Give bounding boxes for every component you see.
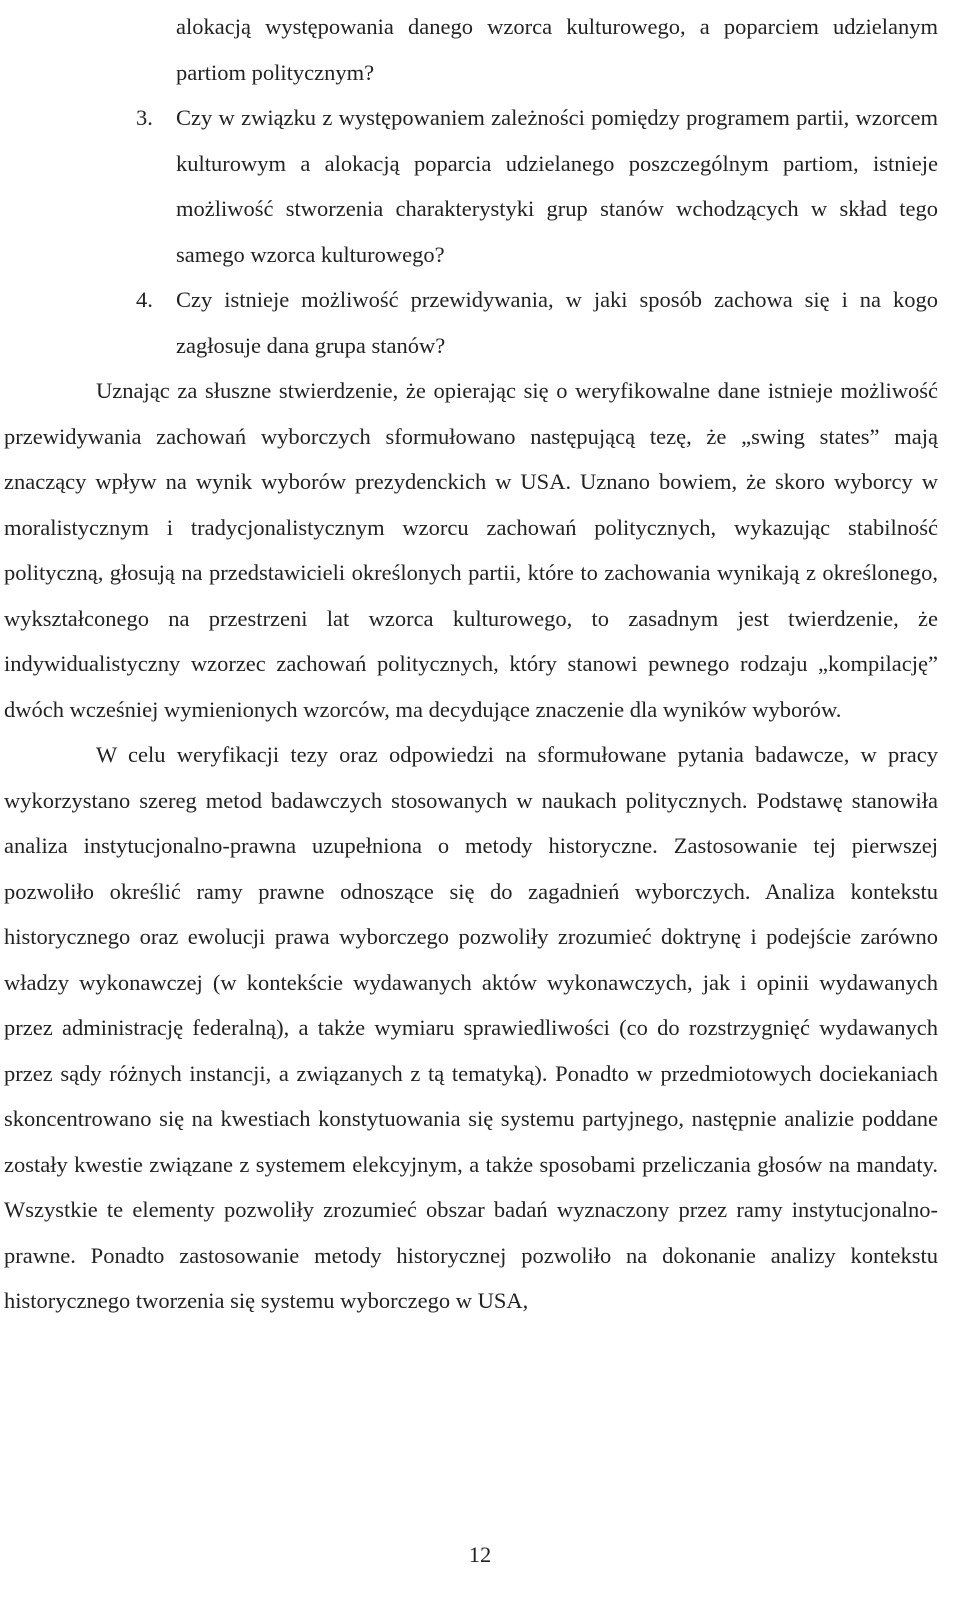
methods-paragraph: W celu weryfikacji tezy oraz odpowiedzi na sformułowane pytania badawcze, w pracy wykorzystano szereg metod badawczych stosowanych w naukach politycznych. Podstawę stanowiła analiza instytucjonalno-prawna uzupełniona o metody historyczne. Zastosowanie tej pierwszej pozwoliło określić ramy prawne odnoszące się do zagadnień wyborczych. Analiza kontekstu historycznego oraz ewolucji prawa wyborczego pozwoliły zrozumieć doktrynę i podejście zarówno władzy wykonawczej (w kontekście wydawanych aktów wykonawczych, jak i opinii wydawanych przez administrację federalną), a także wymiaru sprawiedliwości (co do rozstrzygnięć wydawanych przez sądy różnych instancji, a związanych z tą tematyką). Ponadto w przedmiotowych dociekaniach skoncentrowano się na kwestiach konstytuowania się systemu partyjnego, następnie analizie poddane zostały kwestie związane z systemem elekcyjnym, a także sposobami przeliczania głosów na mandaty. Wszystkie te elementy pozwoliły zrozumieć obszar badań wyznaczony przez ramy instytucjonalno-prawne. Ponadto zastosowanie metody historycznej pozwoliło na dokonanie analizy kontekstu historycznego tworzenia się systemu wyborczego w USA, bbox=[4, 742, 938, 1313]
list-item-3 bbox=[0, 95, 960, 277]
research-questions-list bbox=[0, 0, 960, 368]
page-number: 12 bbox=[468, 1542, 492, 1567]
thesis-paragraph: Uznając za słuszne stwierdzenie, że opierając się o weryfikowalne dane istnieje możliwość przewidywania zachowań wyborczych sformułowano następującą tezę, że „swing states” mają znaczący wpływ na wynik wyborów prezydenckich w USA. Uznano bowiem, że skoro wyborcy w moralistycznym i tradycjonalistycznym wzorcu zachowań politycznych, wykazując stabilność polityczną, głosują na przedstawicieli określonych partii, które to zachowania wynikają z określonego, wykształconego na przestrzeni lat wzorca kulturowego, to zasadnym jest twierdzenie, że indywidualistyczny wzorzec zachowań politycznych, który stanowi pewnego rodzaju „kompilację” dwóch wcześniej wymienionych wzorców, ma decydujące znaczenie dla wyników wyborów. bbox=[4, 378, 938, 722]
list-item-continuation bbox=[0, 0, 960, 95]
list-item-text: Czy w związku z występowaniem zależności pomiędzy programem partii, wzorcem kulturowym a alokacją poparcia udzielanego poszczególnym partiom, istnieje możliwość stworzenia charakterystyki grup stanów wchodzących w skład tego samego wzorca kulturowego? bbox=[176, 105, 938, 267]
list-item-number: 3. bbox=[136, 105, 153, 130]
list-item-text: Czy istnieje możliwość przewidywania, w jaki sposób zachowa się i na kogo zagłosuje dana grupa stanów? bbox=[176, 287, 938, 358]
list-item-number: 4. bbox=[136, 287, 153, 312]
list-item-4 bbox=[0, 277, 960, 368]
list-item-text: alokacją występowania danego wzorca kulturowego, a poparciem udzielanym partiom politycznym? bbox=[176, 14, 938, 85]
